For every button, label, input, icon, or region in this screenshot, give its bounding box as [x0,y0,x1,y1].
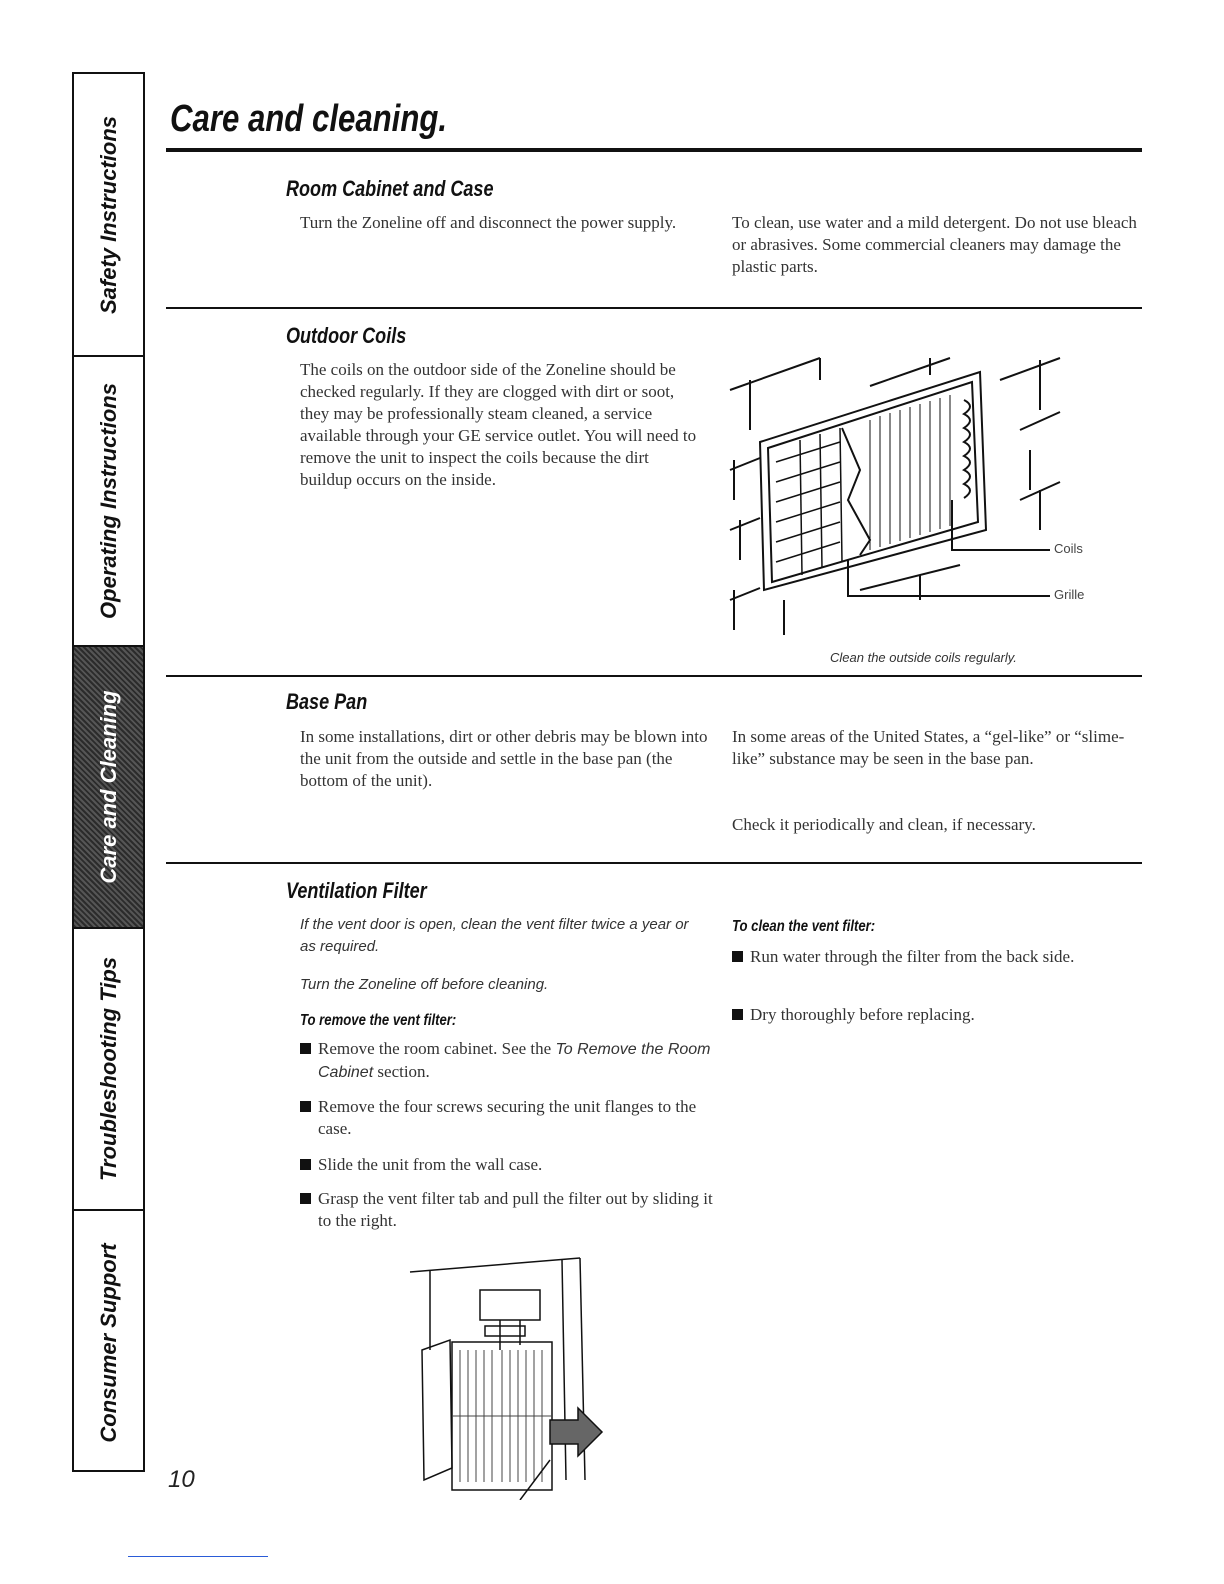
tab-label: Safety Instructions [95,115,121,314]
remove-step-1-text: Remove the room cabinet. See the [318,1039,556,1058]
tab-consumer-support[interactable] [74,1211,143,1474]
section-divider [166,862,1142,864]
vent-filter-heading: Ventilation Filter [286,878,427,903]
coils-label: Coils [1054,541,1083,556]
grille-label: Grille [1054,587,1085,602]
tab-troubleshooting-tips[interactable] [74,929,143,1211]
section-divider [166,675,1142,677]
clean-step-2: Dry thoroughly before replacing. [732,1004,1130,1026]
clean-filter-heading: To clean the vent filter: [732,918,876,935]
tab-safety-instructions[interactable] [74,74,143,357]
vent-filter-illustration [400,1250,620,1500]
room-cabinet-right-text: To clean, use water and a mild detergent. Do not use bleach or abrasives. Some commercial cleaners may damage the plastic parts. [732,213,1137,276]
remove-step-4: Grasp the vent filter tab and pull the filter out by sliding it to the right. [300,1188,713,1232]
tab-label: Care and Cleaning [95,690,121,884]
title-rule [166,148,1142,152]
footer-line [128,1556,268,1557]
room-cabinet-left-text: Turn the Zoneline off and disconnect the power supply. [300,213,677,232]
remove-step-2: Remove the four screws securing the unit flanges to the case. [300,1096,713,1140]
base-pan-right-text-1: In some areas of the United States, a “gel-like” or “slime-like” substance may be seen in the base pan. [732,727,1125,768]
tab-label: Operating Instructions [95,383,121,619]
remove-step-3: Slide the unit from the wall case. [300,1154,713,1176]
tab-operating-instructions[interactable] [74,357,143,647]
page-number: 10 [168,1466,195,1493]
page-title: Care and cleaning. [170,98,448,140]
remove-step-1 [300,1038,713,1084]
tab-label: Troubleshooting Tips [95,956,121,1182]
section-divider [166,307,1142,309]
remove-step-1-suffix: section. [373,1062,430,1081]
clean-step-1: Run water through the filter from the back side. [732,946,1090,968]
room-cabinet-heading: Room Cabinet and Case [286,176,494,201]
room-cabinet-reference: To Remove the Room Cabinet [318,1041,711,1081]
base-pan-right-text-2: Check it periodically and clean, if necessary. [732,815,1036,834]
vent-filter-note-2: Turn the Zoneline off before cleaning. [300,976,549,993]
coils-caption: Clean the outside coils regularly. [830,650,1017,665]
section-tabs [72,72,145,1472]
outdoor-coils-illustration [720,350,1080,650]
outdoor-coils-heading: Outdoor Coils [286,323,407,348]
tab-care-and-cleaning[interactable] [74,647,143,929]
remove-filter-heading: To remove the vent filter: [300,1012,457,1029]
outdoor-coils-text: The coils on the outdoor side of the Zoneline should be checked regularly. If they are clogged with dirt or soot, they may be professionally steam cleaned, a service available through your GE service outlet. You will need to remove the unit to inspect the coils because the dirt buildup occurs on the inside. [300,360,697,489]
tab-label: Consumer Support [95,1242,121,1443]
vent-filter-note-1: If the vent door is open, clean the vent filter twice a year or as required. [300,916,689,955]
base-pan-heading: Base Pan [286,689,368,714]
base-pan-left-text: In some installations, dirt or other debris may be blown into the unit from the outside and settle in the base pan (the bottom of the unit). [300,727,708,790]
